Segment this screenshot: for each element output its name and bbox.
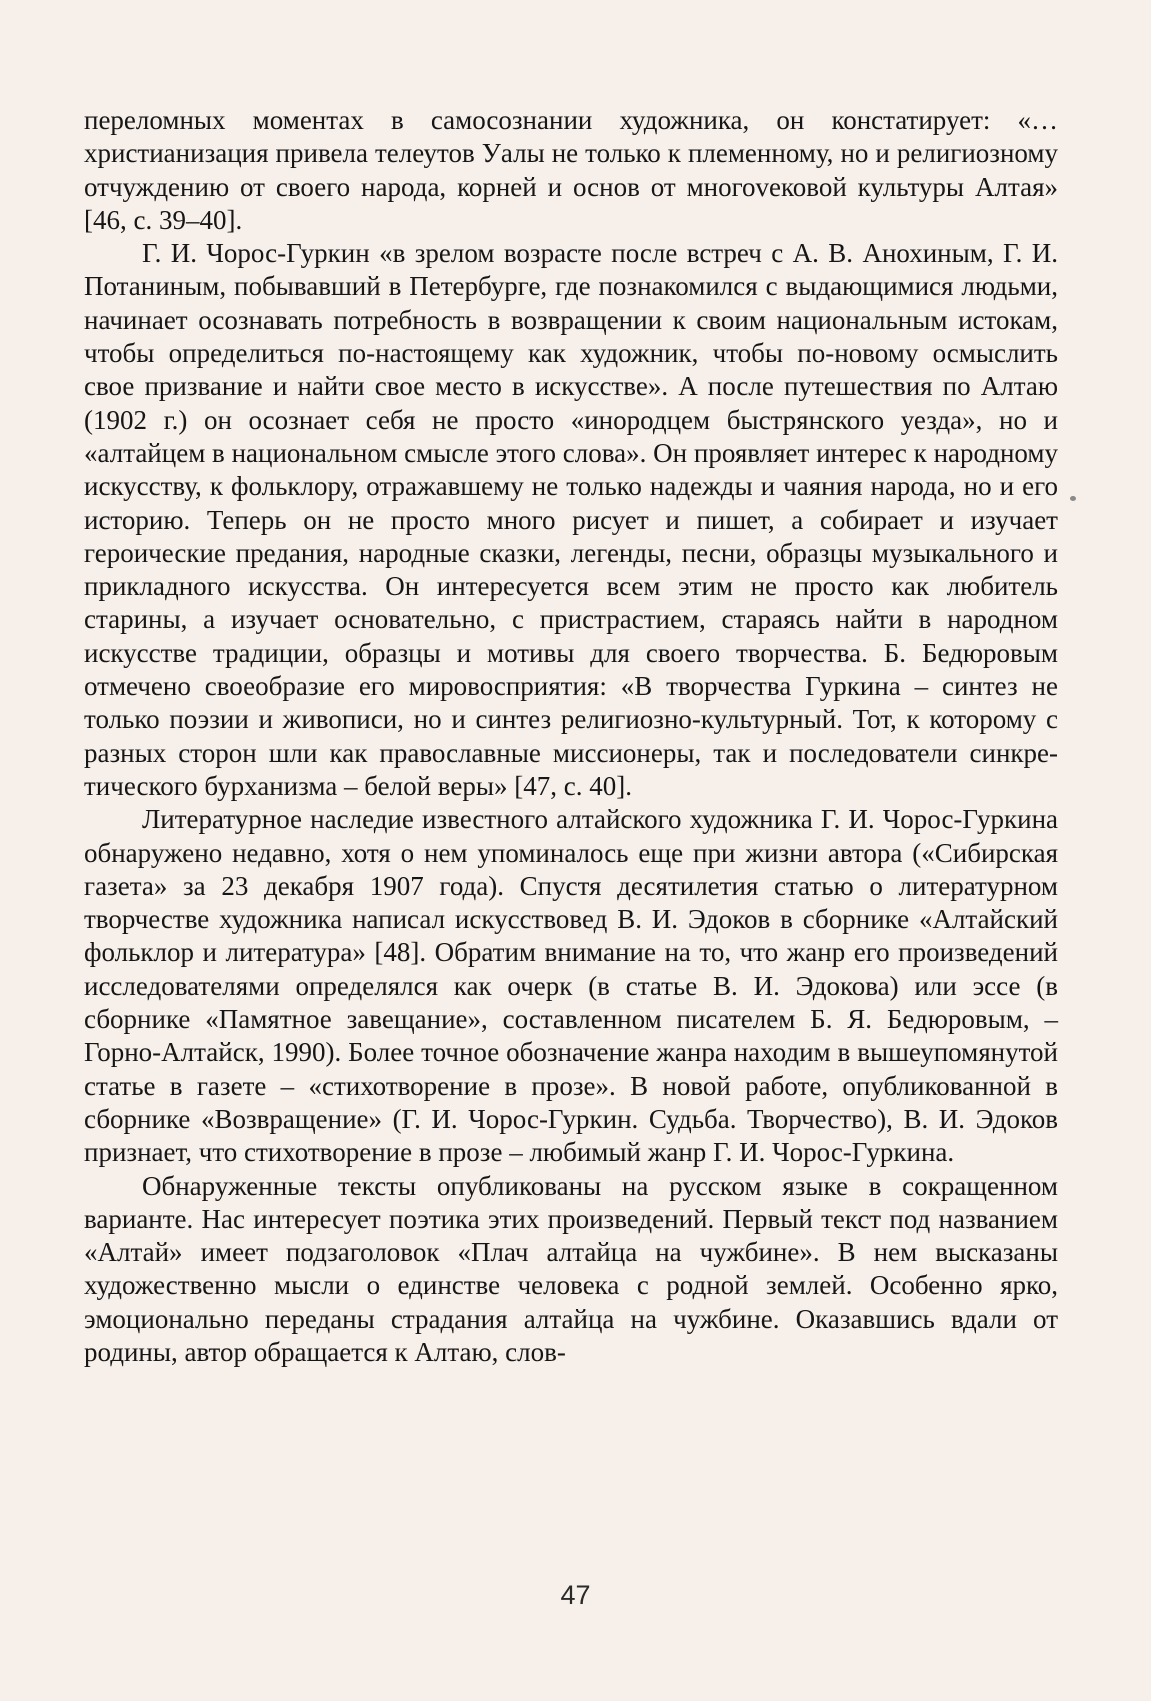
body-text bbox=[84, 104, 1058, 1369]
paragraph-literary-heritage: Литературное наследие известного алтайского художника Г. И. Чорос-Гуркина обнаружено недавно, хотя о нем упоминалось еще при жизни автора («Сибирская газета» за 23 декабря 1907 года). Спустя десятилетия статью о литературном творчестве художника написал искусствовед В. И. Эдоков в сборнике «Алтайский фольклор и литература» [48]. Обратим внимание на то, что жанр его произведений исследователями определялся как очерк (в статье В. И. Эдокова) или эссе (в сборнике «Памятное завещание», составленном писателем Б. Я. Бедюровым, – Горно-Алтайск, 1990). Более точное обозначение жанра находим в вышеупомянутой статье в газете – «стихотворение в прозе». В новой работе, опубликованной в сборнике «Возвращение» (Г. И. Чорос-Гуркин. Судьба. Творчество), В. И. Эдоков признает, что стихотворение в прозе – любимый жанр Г. И. Чорос-Гуркина. bbox=[84, 804, 1058, 1168]
paragraph-texts-published: Обнаруженные тексты опубликованы на русском языке в сокращенном варианте. Нас интересует поэтика этих произведений. Первый текст под названием «Алтай» имеет подзаголовок «Плач алтайца на чужбине». В нем высказаны художественно мысли о единстве человека с родной землей. Особенно ярко, эмоционально переданы страдания алтайца на чужбине. Оказавшись вдали от родины, автор обращается к Алтаю, слов- bbox=[84, 1170, 1058, 1367]
paragraph-choros-gurkin: Г. И. Чорос-Гуркин «в зрелом возрасте после встреч с А. В. Анохиным, Г. И. Потаниным, побывавший в Петербурге, где познакомился с выдающимися людьми, начинает осознавать потребность в возвращении к своим национальным истокам, чтобы определиться по-настоящему как художник, чтобы по-новому осмыслить свое призвание и найти свое место в искусстве». А после путешествия по Алтаю (1902 г.) он осознает себя не просто «инородцем быстрянского уезда», но и «алтайцем в национальном смысле этого слова». Он проявляет интерес к народному искусству, к фольклору, отражавшему не только надежды и чаяния народа, но и его историю. Теперь он не просто много рисует и пишет, а собирает и изучает героические предания, народные сказки, легенды, песни, образцы музыкального и прикладного искусства. Он интересуется всем этим не просто как любитель старины, а изучает основательно, с пристрастием, стараясь найти в народном искусстве традиции, образцы и мотивы для своего творчества. Б. Бедюровым отмечено своеобразие его мировосприятия: «В творчества Гуркина – синтез не только поэзии и живописи, но и синтез религиозно-культурный. Тот, к которому с разных сторон шли как православные миссионеры, так и последователи синкретического бурханизма – белой веры» [47, с. 40]. bbox=[84, 238, 1058, 801]
paragraph-continuation: переломных моментах в самосознании художника, он констатирует: «…христианизация привела телеутов Уалы не только к племенному, но и религиозному отчуждению от своего народа, корней и основ от многоvековой культуры Алтая» [46, с. 39–40]. bbox=[84, 105, 1058, 235]
page-number: 47 bbox=[560, 1580, 591, 1610]
paper-speck bbox=[1070, 496, 1076, 501]
